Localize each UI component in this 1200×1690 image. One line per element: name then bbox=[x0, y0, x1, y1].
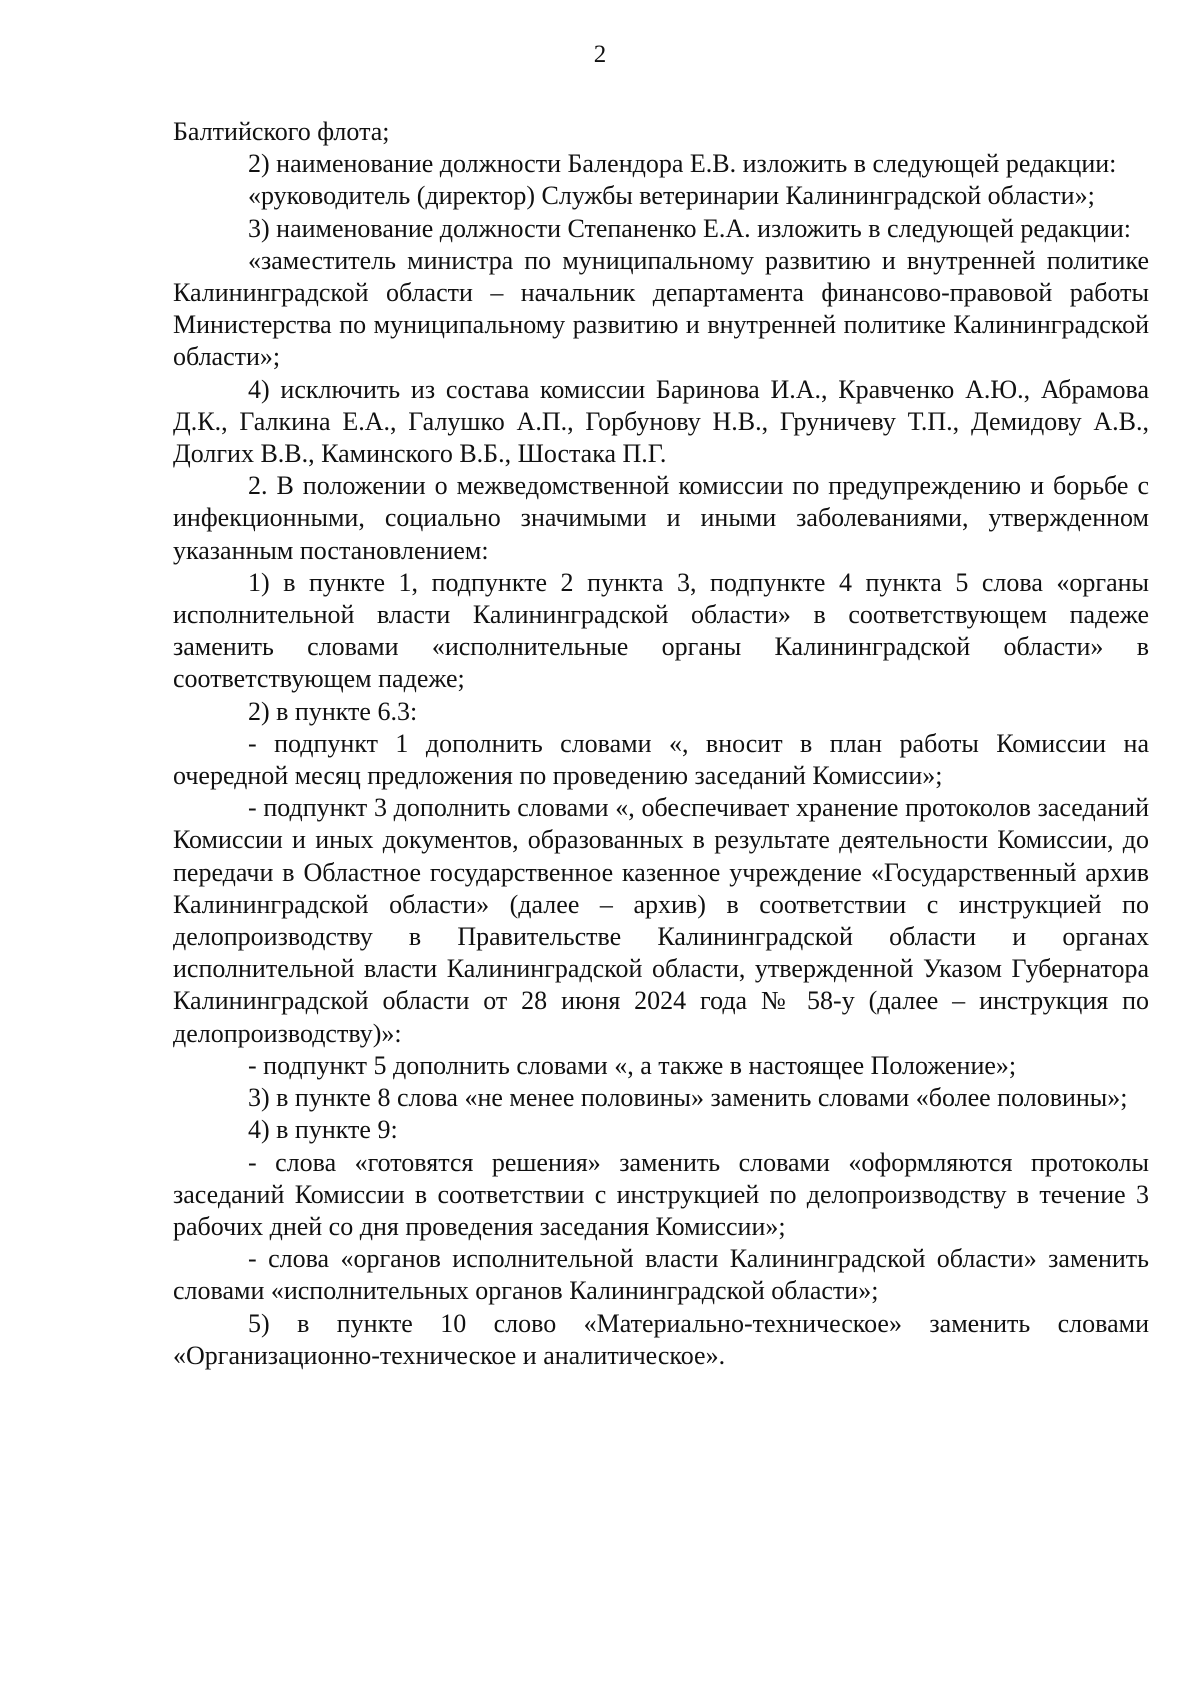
paragraph: - подпункт 1 дополнить словами «, вносит в план работы Комиссии на очередной месяц предложения по проведению заседаний Комиссии»; bbox=[173, 728, 1149, 791]
paragraph: 4) исключить из состава комиссии Баринова И.А., Кравченко А.Ю., Абрамова Д.К., Галкина Е.А., Галушко А.П., Горбунову Н.В., Груничеву Т.П., Демидову А.В., Долгих В.В., Каминского В.Б., Шостака П.Г. bbox=[173, 374, 1149, 469]
paragraph: 3) наименование должности Степаненко Е.А. изложить в следующей редакции: bbox=[248, 213, 1131, 243]
paragraph: «заместитель министра по муниципальному развитию и внутренней политике Калининградской области – начальник департамента финансово-правовой работы Министерства по муниципальному развитию и внутренней политике Калининградской области»; bbox=[173, 245, 1149, 372]
paragraph: 2. В положении о межведомственной комиссии по предупреждению и борьбе с инфекционными, социально значимыми и иными заболеваниями, утвержденном указанным постановлением: bbox=[173, 471, 1149, 565]
paragraph-continuation: Балтийского флота; bbox=[173, 117, 390, 146]
paragraph: «руководитель (директор) Службы ветеринарии Калининградской области»; bbox=[248, 181, 1095, 211]
paragraph: 4) в пункте 9: bbox=[248, 1115, 398, 1145]
paragraph: - подпункт 5 дополнить словами «, а также в настоящее Положение»; bbox=[248, 1050, 1017, 1080]
paragraph: - слова «готовятся решения» заменить словами «оформляются протоколы заседаний Комиссии в соответствии с инструкцией по делопроизводству в течение 3 рабочих дней со дня проведения заседания Комиссии»; bbox=[173, 1147, 1149, 1241]
paragraph: - слова «органов исполнительной власти Калининградской области» заменить словами «исполнительных органов Калининградской области»; bbox=[173, 1244, 1149, 1306]
paragraph: 2) в пункте 6.3: bbox=[248, 696, 418, 726]
document-body bbox=[173, 116, 1149, 1372]
page-number: 2 bbox=[593, 41, 607, 68]
paragraph: 1) в пункте 1, подпункте 2 пункта 3, подпункте 4 пункта 5 слова «органы исполнительной власти Калининградской области» в соответствующем падеже заменить словами «исполнительные органы Калининградской области» в соответствующем падеже; bbox=[173, 567, 1149, 694]
paragraph: 5) в пункте 10 слово «Материально-техническое» заменить словами «Организационно-техническое и аналитическое». bbox=[173, 1308, 1149, 1370]
paragraph: - подпункт 3 дополнить словами «, обеспечивает хранение протоколов заседаний Комиссии и иных документов, образованных в результате деятельности Комиссии, до передачи в Областное государственное казенное учреждение «Государственный архив Калининградской области» (далее – архив) в соответствии с инструкцией по делопроизводству в Правительстве Калининградской области и органах исполнительной власти Калининградской области, утвержденной Указом Губернатора Калининградской области от 28 июня 2024 года № 58-у (далее – инструкция по делопроизводству)»: bbox=[173, 793, 1149, 1048]
paragraph: 3) в пункте 8 слова «не менее половины» заменить словами «более половины»; bbox=[248, 1083, 1128, 1113]
paragraph: 2) наименование должности Балендора Е.В. изложить в следующей редакции: bbox=[248, 149, 1117, 179]
